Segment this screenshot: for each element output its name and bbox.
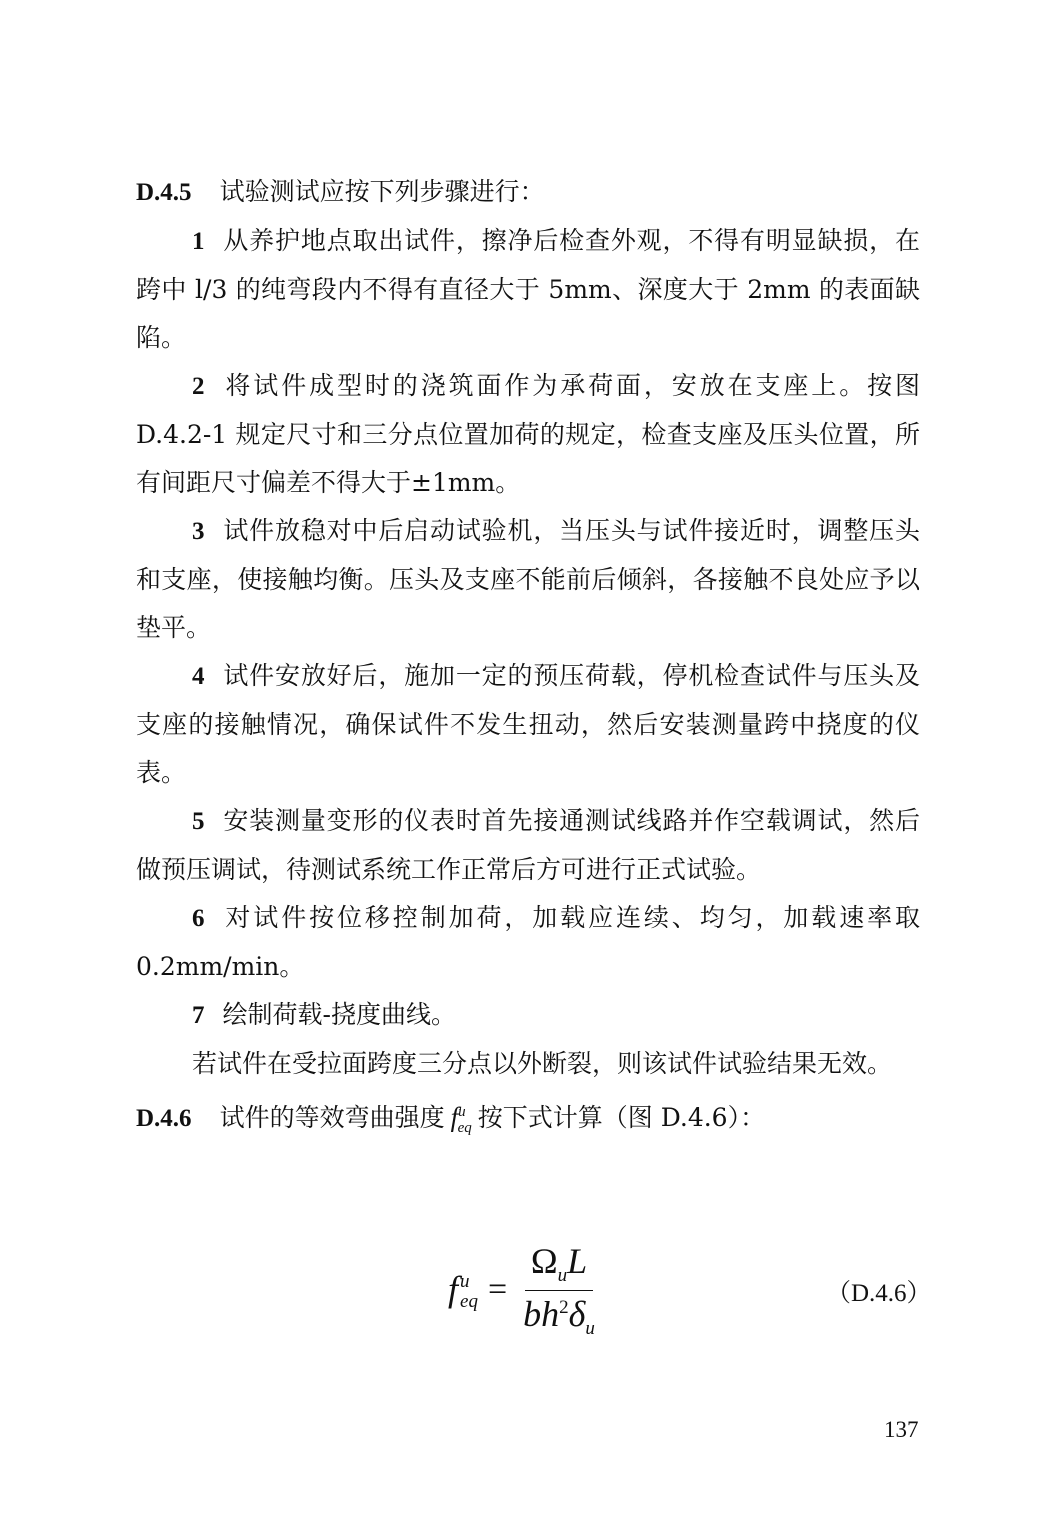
section-d45-heading — [136, 168, 920, 217]
step-number: 6 — [192, 905, 205, 932]
page-number: 137 — [884, 1417, 919, 1442]
equation-body — [448, 1235, 601, 1345]
step-number: 5 — [192, 808, 205, 835]
step-7 — [136, 991, 920, 1040]
section-label: D.4.6 — [136, 1105, 192, 1132]
step-text: 试件放稳对中后启动试验机，当压头与试件接近时，调整压头和支座，使接触均衡。压头及支座不能前后倾斜，各接触不良处应予以垫平。 — [136, 516, 920, 642]
step-4 — [136, 652, 920, 797]
step-text: 绘制荷载-挠度曲线。 — [222, 1000, 456, 1029]
step-number: 7 — [192, 1002, 205, 1029]
section-label: D.4.5 — [136, 179, 192, 206]
section-text: 试验测试应按下列步骤进行： — [219, 177, 545, 206]
step-number: 1 — [192, 228, 205, 255]
step-number: 3 — [192, 518, 205, 545]
step-text: 安装测量变形的仪表时首先接通测试线路并作空载调试，然后做预压调试，待测试系统工作正常后方可进行正式试验。 — [136, 806, 920, 884]
strength-symbol: $f^u_{eq}$ — [450, 1102, 472, 1137]
fraction-numerator: $\Omega_uL$ — [525, 1240, 593, 1290]
step-6 — [136, 894, 920, 991]
equation-lhs: f u eq — [448, 1268, 478, 1313]
step-number: 4 — [192, 663, 205, 690]
section-text-before: 试件的等效弯曲强度 — [219, 1103, 445, 1132]
step-1 — [136, 217, 920, 362]
step-text: 从养护地点取出试件，擦净后检查外观，不得有明显缺损，在跨中 l/3 的纯弯段内不得有直径大于 5mm、深度大于 2mm 的表面缺陷。 — [136, 226, 920, 352]
step-3 — [136, 507, 920, 652]
section-d46-heading — [136, 1088, 920, 1152]
invalid-result-note: 若试件在受拉面跨度三分点以外断裂，则该试件试验结果无效。 — [192, 1049, 893, 1078]
step-5 — [136, 797, 920, 894]
step-text: 将试件成型时的浇筑面作为承荷面，安放在支座上。按图 D.4.2-1 规定尺寸和三分点位置加荷的规定，检查支座及压头位置，所有间距尺寸偏差不得大于±1mm。 — [136, 371, 920, 497]
step-text: 试件安放好后，施加一定的预压荷载，停机检查试件与压头及支座的接触情况，确保试件不发生扭动，然后安装测量跨中挠度的仪表。 — [136, 661, 920, 787]
step-text: 对试件按位移控制加荷，加载应连续、均匀，加载速率取 0.2mm/min。 — [136, 903, 920, 981]
document-body — [136, 168, 920, 1152]
equation-number: （D.4.6） — [826, 1280, 932, 1307]
section-text-after: 按下式计算（图 D.4.6）： — [477, 1103, 766, 1132]
step-number: 2 — [192, 373, 205, 400]
equals-sign: = — [487, 1271, 508, 1308]
equation-d46 — [0, 1235, 1058, 1345]
fraction-denominator: $bh^2\delta_u$ — [523, 1293, 595, 1339]
step-2 — [136, 362, 920, 507]
equation-fraction — [517, 1240, 601, 1339]
